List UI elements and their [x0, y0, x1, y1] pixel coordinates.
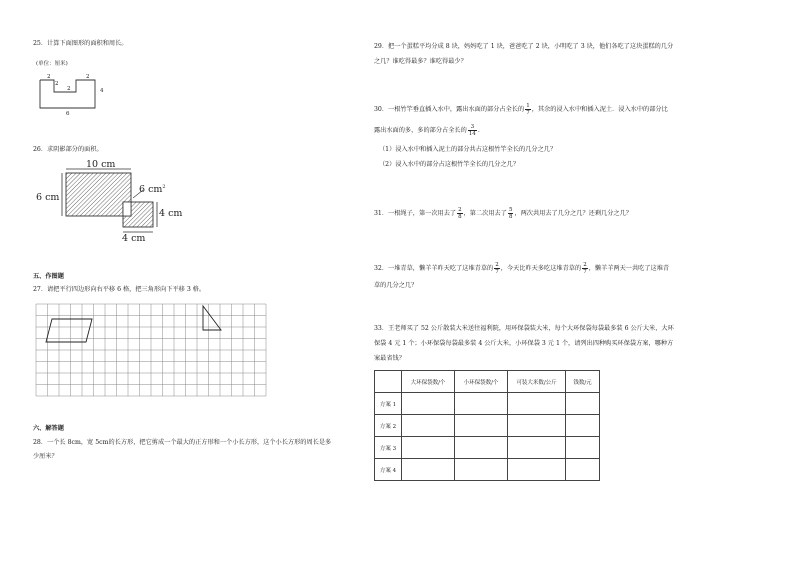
q30-fraction-2: $\frac{3}{14}$ [468, 124, 476, 137]
q26-label-small: 6 $cm^2$ [139, 184, 166, 196]
table-header-cell: 可装大米数/公斤 [508, 371, 566, 393]
table-row-label: 方案 4 [375, 459, 402, 481]
q25-label-a: 2 [47, 74, 51, 80]
q26-label-bottom: 4 cm [122, 233, 146, 244]
q32-fraction-2: $\frac{2}{7}$ [583, 262, 587, 275]
q25-label-bottom: 6 [66, 111, 70, 117]
table-cell[interactable] [455, 393, 508, 415]
q32-text-a: 32．一堆青草，懒羊羊昨天吃了这堆青草的 [374, 265, 494, 272]
q32-line2: 草的几分之几？ [374, 282, 418, 289]
table-cell[interactable] [402, 415, 455, 437]
q30-text-b: ，其余的浸入水中和插入泥土．浸入水中的部分比 [531, 106, 668, 113]
table-header-cell [375, 371, 402, 393]
table-row [375, 415, 600, 437]
table-row [375, 437, 600, 459]
table-row [375, 393, 600, 415]
q26-label-left: 6 cm [36, 192, 60, 203]
q33-line3: 案最省钱？ [374, 355, 405, 362]
table-cell[interactable] [566, 459, 600, 481]
table-cell[interactable] [508, 393, 566, 415]
q31-text-a: 31．一根绳子，第一次用去了 [374, 210, 457, 217]
table-row-label: 方案 1 [375, 393, 402, 415]
table-header-cell: 大环保袋数/个 [402, 371, 455, 393]
table-cell[interactable] [402, 393, 455, 415]
table-header-cell: 小环保袋数/个 [455, 371, 508, 393]
table-cell[interactable] [566, 393, 600, 415]
section-5-heading: 五、作图题 [33, 273, 64, 280]
q33-line2: 保袋 4 元 1 个；小环保袋每袋最多装 4 公斤大米，小环保袋 3 元 1 个，请列出四种购买环保袋方案，哪种方 [374, 340, 674, 347]
q30-sub2: （2）浸入水中的部分占这根竹竿全长的几分之几？ [379, 161, 520, 168]
q25-label-right: 4 [100, 88, 104, 94]
q28-line1: 28．一个长 8cm，宽 5cm的长方形，把它剪成一个最大的正方形和一个小长方形，这个小长方形的周长是多 [33, 439, 332, 446]
table-row-label: 方案 2 [375, 415, 402, 437]
q32-text-c: ，懒羊羊两天一共吃了这堆青 [588, 265, 670, 272]
q31-line [374, 207, 632, 220]
table-header-row [375, 371, 600, 393]
q30-line2 [374, 124, 484, 137]
q33-table [374, 370, 600, 481]
table-cell[interactable] [508, 459, 566, 481]
q30-line1 [374, 103, 668, 116]
q31-text-c: ，两次共用去了几分之几？还剩几分之几？ [514, 210, 632, 217]
q33-line1: 33．王老师买了 52 公斤散装大米送往福利院，用环保袋装大米，每个大环保袋每袋最多装 6 公斤大米，大环 [374, 325, 674, 332]
table-cell[interactable] [566, 415, 600, 437]
q31-fraction-1: $\frac{2}{8}$ [458, 207, 462, 220]
table-cell[interactable] [402, 459, 455, 481]
q26-label-superscript: 2 [162, 184, 166, 190]
q31-fraction-2: $\frac{5}{8}$ [508, 207, 513, 220]
table-cell[interactable] [402, 437, 455, 459]
q26-label-right: 4 cm [159, 208, 183, 219]
table-row [375, 459, 600, 481]
q26-text: 26．求阴影部分的面积。 [33, 146, 103, 153]
q26-label-top: 10 cm [86, 159, 116, 170]
table-cell[interactable] [566, 437, 600, 459]
q27-text: 27．请把平行四边形向右平移 6 格，把三角形向下平移 3 格。 [33, 286, 206, 293]
q30-sub1: （1）浸入水中和插入泥土的部分共占这根竹竿全长的几分之几？ [379, 146, 557, 153]
q25-label-d: 2 [86, 74, 90, 80]
table-header-cell: 钱数/元 [566, 371, 600, 393]
q30-fraction-1: $\frac{1}{7}$ [526, 103, 530, 116]
table-cell[interactable] [508, 415, 566, 437]
q29-line1: 29．把一个蛋糕平均分成 8 块，妈妈吃了 1 块，爸爸吃了 2 块，小明吃了 3 块，他们各吃了这块蛋糕的几分 [374, 43, 674, 50]
q31-text-b: ，第二次用去了 [463, 210, 507, 217]
table-cell[interactable] [455, 437, 508, 459]
q29-line2: 之几？谁吃得最多？谁吃得最少？ [374, 58, 467, 65]
q30-text-c: 露出水面的多，多的部分占全长的 [374, 127, 467, 134]
q32-text-b: ，今天比昨天多吃这堆青草的 [500, 265, 582, 272]
q32-fraction-1: $\frac{2}{7}$ [495, 262, 499, 275]
section-6-heading: 六、解答题 [33, 425, 64, 432]
q32-line1 [374, 262, 669, 275]
q26-figure [38, 160, 188, 245]
q25-unit-label: (单位：厘米) [36, 61, 68, 67]
table-row-label: 方案 3 [375, 437, 402, 459]
q28-line2: 少厘米？ [33, 453, 58, 460]
q27-grid [36, 304, 272, 396]
q25-text: 25．计算下面图形的面积和周长。 [33, 40, 128, 47]
table-cell[interactable] [455, 415, 508, 437]
q25-label-b: 2 [55, 81, 59, 87]
q30-text-d: ． [477, 127, 484, 134]
q25-label-c: 2 [67, 86, 71, 92]
table-cell[interactable] [455, 459, 508, 481]
table-cell[interactable] [508, 437, 566, 459]
q30-text-a: 30．一根竹竿垂直插入水中，露出水面的部分占全长的 [374, 106, 525, 113]
